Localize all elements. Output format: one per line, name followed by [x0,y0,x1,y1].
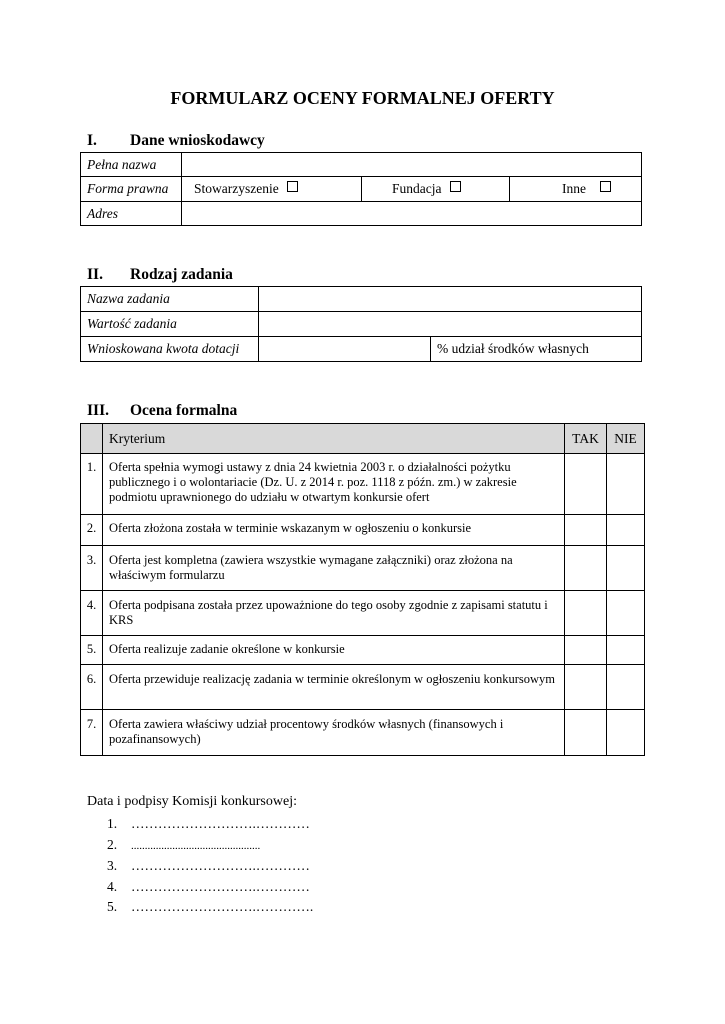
full-name-field[interactable] [182,153,642,177]
section-3-title: Ocena formalna [130,402,238,419]
criterion-text: Oferta przewiduje realizację zadania w terminie określonym w ogłoszeniu konkursowym [103,665,565,710]
signature-number: 3. [107,858,118,873]
option-association[interactable] [182,177,362,202]
signature-list [107,814,313,918]
task-name-label: Nazwa zadania [81,287,259,312]
table-row [81,546,645,591]
signature-number: 4. [107,878,118,894]
signature-number: 2. [107,836,118,852]
yes-cell[interactable] [565,515,607,546]
form-title: FORMULARZ OCENY FORMALNEJ OFERTY [170,88,555,108]
table-row [81,636,645,665]
option-foundation[interactable] [362,177,510,202]
criterion-number: 6. [81,665,103,710]
signature-number: 5. [107,899,118,914]
task-table [80,286,642,362]
section-3-number: III. [87,402,109,419]
table-row [81,710,645,756]
legal-form-label: Forma prawna [81,177,182,202]
checkbox-icon[interactable] [600,181,611,192]
signature-dots[interactable]: ……………………….…………. [131,899,314,914]
option-foundation-label: Fundacja [392,181,442,196]
signature-dots[interactable]: ……………………….………… [131,816,310,831]
signature-line [107,814,313,835]
full-name-label: Pełna nazwa [81,153,182,177]
task-value-label: Wartość zadania [81,312,259,337]
yes-cell[interactable] [565,454,607,515]
grant-amount-label: Wnioskowana kwota dotacji [81,337,259,362]
criterion-text: Oferta realizuje zadanie określone w konkursie [103,636,565,665]
signatures-label: Data i podpisy Komisji konkursowej: [87,794,297,809]
formal-assessment-table [80,423,645,756]
criterion-number: 5. [81,636,103,665]
criterion-number: 2. [81,515,103,546]
no-cell[interactable] [607,591,645,636]
yes-cell[interactable] [565,591,607,636]
criterion-text: Oferta jest kompletna (zawiera wszystkie wymagane załączniki) oraz złożona na właściwym formularzu [103,546,565,591]
yes-cell[interactable] [565,636,607,665]
yes-cell[interactable] [565,546,607,591]
grant-amount-field[interactable] [259,337,431,362]
signature-number: 1. [107,816,118,831]
no-cell[interactable] [607,665,645,710]
signature-dots[interactable]: ............................................... [131,839,261,852]
signature-line [107,835,313,857]
header-number-cell [81,424,103,454]
yes-cell[interactable] [565,710,607,756]
section-1-number: I. [87,132,97,149]
signature-dots[interactable]: ……………………….………… [131,858,310,873]
no-cell[interactable] [607,710,645,756]
signature-line [107,897,313,918]
header-no: NIE [607,424,645,454]
criterion-text: Oferta podpisana została przez upoważnione do tego osoby zgodnie z zapisami statutu i KRS [103,591,565,636]
table-row [81,454,645,515]
section-1-title: Dane wnioskodawcy [130,132,265,149]
option-association-label: Stowarzyszenie [194,181,279,196]
option-other[interactable] [510,177,642,202]
table-row [81,591,645,636]
criterion-number: 1. [81,454,103,515]
header-yes: TAK [565,424,607,454]
no-cell[interactable] [607,515,645,546]
section-2-number: II. [87,266,103,283]
criterion-number: 4. [81,591,103,636]
criterion-text: Oferta zawiera właściwy udział procentowy środków własnych (finansowych i pozafinansowych) [103,710,565,756]
criterion-text: Oferta złożona została w terminie wskazanym w ogłoszeniu o konkursie [103,515,565,546]
header-criterion: Kryterium [103,424,565,454]
option-other-label: Inne [562,181,586,196]
applicant-table [80,152,642,226]
table-row [81,665,645,710]
criterion-text: Oferta spełnia wymogi ustawy z dnia 24 kwietnia 2003 r. o działalności pożytku publicznego i o wolontariacie (Dz. U. z 2014 r. poz. 1118 z późn. zm.) w zakresie podmiotu uprawnionego do udziału w otwartym konkursie ofert [103,454,565,515]
signature-line [107,877,313,898]
checkbox-icon[interactable] [450,181,461,192]
own-share-label: % udział środków własnych [431,337,642,362]
criterion-number: 7. [81,710,103,756]
task-value-field[interactable] [259,312,642,337]
no-cell[interactable] [607,546,645,591]
yes-cell[interactable] [565,665,607,710]
section-2-title: Rodzaj zadania [130,266,233,283]
checkbox-icon[interactable] [287,181,298,192]
no-cell[interactable] [607,454,645,515]
signature-dots[interactable]: ……………………….………… [131,878,310,894]
task-name-field[interactable] [259,287,642,312]
table-row [81,515,645,546]
signature-line [107,856,313,877]
no-cell[interactable] [607,636,645,665]
address-label: Adres [81,202,182,226]
address-field[interactable] [182,202,642,226]
criterion-number: 3. [81,546,103,591]
